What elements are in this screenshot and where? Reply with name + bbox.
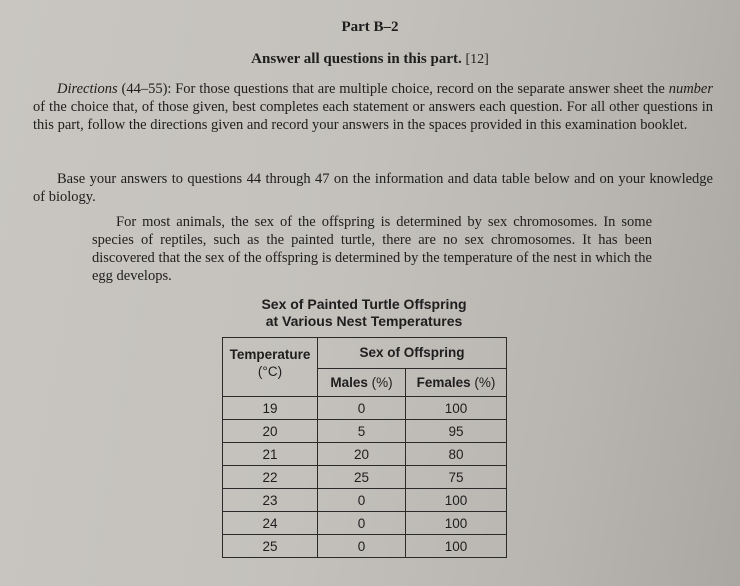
part-title: Part B–2	[341, 19, 399, 35]
table-row	[223, 489, 507, 512]
females-cell: 100	[406, 512, 507, 535]
temperature-cell: 20	[223, 420, 318, 443]
males-cell: 5	[318, 420, 406, 443]
females-header-label: Females	[416, 374, 471, 390]
temperature-cell: 25	[223, 535, 318, 558]
table-row	[223, 466, 507, 489]
males-cell: 0	[318, 512, 406, 535]
temperature-header-label: Temperature	[229, 347, 311, 362]
table-title-line-1: Sex of Painted Turtle Offspring	[261, 296, 467, 312]
males-cell: 25	[318, 466, 406, 489]
females-cell: 100	[406, 535, 507, 558]
base-paragraph	[33, 170, 713, 206]
directions-text-a: (44–55): For those questions that are multiple choice, record on the separate answer sheet the	[117, 81, 669, 97]
sex-of-offspring-header: Sex of Offspring	[318, 338, 507, 369]
table-title	[222, 296, 506, 330]
temperature-cell: 23	[223, 489, 318, 512]
males-header	[318, 368, 406, 396]
points-badge: [12]	[465, 52, 489, 67]
females-header	[406, 368, 507, 396]
directions-paragraph	[33, 80, 713, 134]
table-row	[223, 443, 507, 466]
females-cell: 80	[406, 443, 507, 466]
females-cell: 75	[406, 466, 507, 489]
directions-text-b: of the choice that, of those given, best completes each statement or answers each question. For all other questions in this part, follow the directions given and record your answers in the spaces provided in this examination booklet.	[33, 99, 713, 133]
table-row	[223, 420, 507, 443]
males-cell: 0	[318, 535, 406, 558]
passage-paragraph	[92, 213, 652, 285]
males-header-label: Males	[330, 374, 368, 390]
males-header-unit: (%)	[367, 374, 393, 390]
table-row	[223, 512, 507, 535]
temperature-cell: 19	[223, 397, 318, 420]
temperature-header-unit: (°C)	[257, 364, 283, 379]
base-text: Base your answers to questions 44 through 47 on the information and data table below and on your knowledge of biology.	[33, 171, 713, 205]
temperature-cell: 24	[223, 512, 318, 535]
passage-text: For most animals, the sex of the offspring is determined by sex chromosomes. In some species of reptiles, such as the painted turtle, there are no sex chromosomes. It has been discovered that the sex of the offspring is determined by the temperature of the nest in which the egg develops.	[92, 214, 652, 284]
males-cell: 20	[318, 443, 406, 466]
males-cell: 0	[318, 397, 406, 420]
temperature-cell: 21	[223, 443, 318, 466]
table-title-line-2: at Various Nest Temperatures	[265, 313, 463, 329]
table-row	[223, 535, 507, 558]
instruction-text: Answer all questions in this part.	[251, 51, 462, 67]
males-cell: 0	[318, 489, 406, 512]
directions-label: Directions	[57, 81, 118, 97]
directions-emphasis: number	[668, 81, 713, 97]
females-cell: 100	[406, 397, 507, 420]
temperature-cell: 22	[223, 466, 318, 489]
table-row	[223, 397, 507, 420]
females-cell: 95	[406, 420, 507, 443]
section-instructions	[0, 51, 740, 68]
data-table	[222, 337, 507, 558]
temperature-header	[223, 338, 318, 397]
females-cell: 100	[406, 489, 507, 512]
females-header-unit: (%)	[470, 374, 496, 390]
